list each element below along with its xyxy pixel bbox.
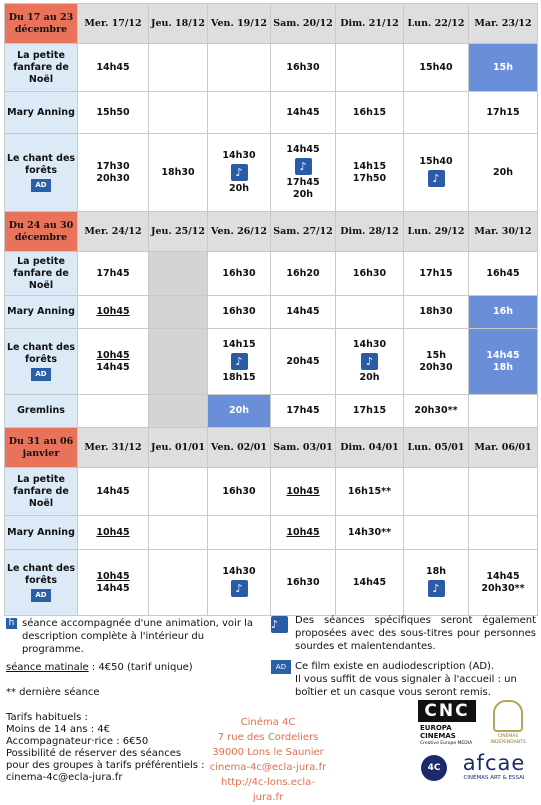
independants-line2: INDÉPENDANTS (490, 740, 526, 745)
showtime: 14h45 (286, 144, 320, 155)
afcae-logo (451, 752, 537, 782)
showtime-cell (78, 252, 149, 296)
showtime: 14h15 (222, 339, 256, 350)
showtime: 17h30 (96, 160, 130, 172)
showtime-cell (404, 296, 469, 329)
showtime-cell (271, 44, 336, 92)
showtime: 16h30 (286, 576, 320, 588)
showtime-cell (149, 395, 208, 428)
showtime: 16h45 (486, 267, 520, 279)
showtime-cell (404, 516, 469, 550)
afcae-sub: CINÉMAS ART & ESSAI (463, 775, 525, 781)
hearing-impaired-icon: ♪ (231, 580, 248, 597)
showtime-cell (404, 468, 469, 516)
film-title-text: Le chant des forêts (6, 342, 76, 365)
day-header: Mar. 30/12 (469, 212, 538, 252)
showtime-cell (208, 252, 271, 296)
film-title-text: La petite fanfare de Noël (13, 473, 69, 509)
showtime-cell (336, 550, 404, 616)
tarif-line: Moins de 14 ans : 4€ (6, 724, 110, 735)
audio-description-icon: AD (271, 660, 291, 674)
showtime-cell (469, 134, 538, 212)
day-header: Dim. 21/12 (336, 4, 404, 44)
day-header: Lun. 22/12 (404, 4, 469, 44)
film-title (5, 516, 78, 550)
day-header: Mer. 17/12 (78, 4, 149, 44)
film-title (5, 252, 78, 296)
audio-description-icon: AD (31, 179, 51, 192)
showtime-cell (336, 468, 404, 516)
showtime: 16h15** (347, 485, 392, 497)
day-header: Ven. 02/01 (208, 428, 271, 468)
matinale-label: séance matinale (6, 662, 89, 673)
animation-icon: h (6, 618, 17, 629)
film-title-text: Gremlins (17, 405, 65, 416)
showtime: 20h45 (286, 355, 320, 367)
showtime: 20h (359, 372, 380, 383)
showtime: 20h (229, 183, 249, 194)
europa-cinemas-logo (420, 724, 482, 748)
day-header: Jeu. 01/01 (149, 428, 208, 468)
hearing-impaired-icon: ♪ (231, 164, 248, 181)
audio-description-icon: AD (31, 589, 51, 602)
showtime: 20h30 (96, 172, 130, 184)
showtime: 20h (293, 189, 313, 200)
matinale-text: : 4€50 (tarif unique) (88, 662, 193, 673)
film-title-text: Mary Anning (7, 526, 75, 538)
day-header: Jeu. 18/12 (149, 4, 208, 44)
showtime: 17h15 (352, 405, 387, 416)
showtime: 17h45 (286, 405, 320, 416)
showtime: 17h15 (419, 267, 453, 279)
showtime-cell (336, 329, 404, 395)
showtime-cell (208, 468, 271, 516)
showtime: 20h (493, 166, 513, 178)
tarif-line: Accompagnateur·rice : 6€50 (6, 736, 149, 747)
showtime: 16h30 (222, 306, 256, 317)
showtime: 10h45 (286, 485, 320, 497)
showtime: 18h (493, 361, 513, 373)
showtime-cell (149, 296, 208, 329)
showtime: 14h45 (486, 349, 520, 361)
day-header: Mer. 31/12 (78, 428, 149, 468)
europa-line3: Creative Europe MEDIA (420, 741, 473, 746)
film-title (5, 134, 78, 212)
day-header: Lun. 05/01 (404, 428, 469, 468)
day-header: Dim. 28/12 (336, 212, 404, 252)
legend-matinale (6, 661, 193, 674)
showtime-cell (469, 296, 538, 329)
showtime-cell (469, 252, 538, 296)
showtime-cell (469, 516, 538, 550)
showtime-cell (336, 92, 404, 134)
contact-line: 7 rue des Cordeliers (217, 732, 319, 743)
contact-line: 39000 Lons le Saunier (212, 747, 324, 758)
showtime-cell (404, 395, 469, 428)
showtime-cell (271, 468, 336, 516)
showtime-cell (78, 550, 149, 616)
film-title (5, 44, 78, 92)
showtime: 14h45 (486, 570, 520, 582)
showtime-cell (149, 468, 208, 516)
showtime-cell (78, 468, 149, 516)
showtime: 14h30 (222, 566, 256, 577)
showtime: 10h45 (96, 526, 130, 538)
ad-line2: Il vous suffit de vous signaler à l'accueil : un boîtier et un casque vous seront remis. (295, 674, 517, 698)
showtime: 17h50 (352, 172, 387, 184)
showtime: 18h15 (222, 372, 256, 383)
showtime-cell (404, 92, 469, 134)
showtime-cell (271, 134, 336, 212)
legend-animation (6, 617, 268, 656)
showtime-cell (336, 44, 404, 92)
europa-line1: EUROPA (420, 724, 452, 732)
showtime-cell (78, 329, 149, 395)
film-title-text: La petite fanfare de Noël (13, 49, 69, 85)
showtime: 14h45 (96, 61, 130, 73)
showtime-cell (404, 252, 469, 296)
showtime-cell (78, 44, 149, 92)
day-header: Sam. 20/12 (271, 4, 336, 44)
tarif-line: cinema-4c@ecla-jura.fr (6, 772, 123, 783)
showtime-cell (271, 329, 336, 395)
showtime: 16h30 (286, 61, 320, 73)
showtime-cell (78, 92, 149, 134)
legend-subtitles (271, 614, 536, 653)
showtime: 14h30** (347, 526, 392, 538)
showtime-cell (336, 252, 404, 296)
showtime: 15h40 (419, 156, 453, 167)
showtime-cell (271, 516, 336, 550)
day-header: Mer. 24/12 (78, 212, 149, 252)
showtime: 14h45 (286, 306, 320, 317)
legend-derniere: ** dernière séance (6, 687, 100, 698)
europa-line2: CINEMAS (420, 732, 456, 740)
showtime: 14h45 (286, 106, 320, 118)
showtime: 14h45 (96, 582, 130, 594)
showtime-cell (149, 92, 208, 134)
day-header: Ven. 19/12 (208, 4, 271, 44)
showtime-cell (404, 44, 469, 92)
subtitles-text: Des séances spécifiques seront également proposées avec des sous-titres pour personnes sourdes et malentendantes. (295, 615, 536, 652)
showtime-cell (208, 44, 271, 92)
film-title (5, 329, 78, 395)
day-header: Mar. 23/12 (469, 4, 538, 44)
showtime-cell (469, 550, 538, 616)
showtime: 18h (426, 566, 446, 577)
showtime-cell (78, 395, 149, 428)
showtime: 15h40 (419, 61, 453, 73)
day-header: Jeu. 25/12 (149, 212, 208, 252)
showtime-cell (404, 329, 469, 395)
showtime-cell (271, 296, 336, 329)
showtime: 15h (493, 61, 513, 73)
showtime: 20h30** (414, 405, 458, 416)
film-title-text: La petite fanfare de Noël (13, 255, 69, 291)
showtime-cell (208, 395, 271, 428)
day-header: Ven. 26/12 (208, 212, 271, 252)
cinemas-independants-logo (484, 700, 532, 750)
showtime-cell (149, 329, 208, 395)
cnc-logo: CNC (418, 700, 476, 722)
showtime-cell (149, 516, 208, 550)
showtime: 15h50 (96, 106, 130, 118)
contact-line: Cinéma 4C (240, 717, 296, 728)
film-title-text: Le chant des forêts (6, 153, 76, 176)
contact-line[interactable]: cinema-4c@ecla-jura.fr (209, 762, 327, 773)
hearing-impaired-icon: ♪ (231, 353, 248, 370)
showtime-cell (469, 329, 538, 395)
day-header: Lun. 29/12 (404, 212, 469, 252)
showtime: 17h45 (96, 267, 130, 279)
tarifs-block (6, 712, 226, 784)
showtime-cell (208, 516, 271, 550)
showtime: 16h15 (352, 106, 387, 118)
showtime: 14h45 (352, 576, 387, 588)
legend-ad (271, 660, 536, 699)
showtime-cell (78, 516, 149, 550)
tarif-line: pour des groupes à tarifs préférentiels : (6, 760, 205, 771)
showtime-cell (404, 134, 469, 212)
showtime: 18h30 (419, 306, 453, 317)
showtime: 14h15 (352, 160, 387, 172)
showtime: 16h30 (222, 485, 256, 497)
tarif-line: Tarifs habituels : (6, 712, 88, 723)
showtime-cell (336, 516, 404, 550)
hearing-impaired-icon: ♪ (428, 170, 445, 187)
showtime: 14h30 (352, 339, 387, 350)
showtime: 14h45 (96, 485, 130, 497)
showtime: 16h30 (222, 267, 256, 279)
showtime: 18h30 (161, 166, 195, 178)
showtime-cell (469, 468, 538, 516)
tarif-line: Possibilité de réserver des séances (6, 748, 182, 759)
showtime-cell (404, 550, 469, 616)
showtime-cell (149, 134, 208, 212)
audio-description-icon: AD (31, 368, 51, 381)
film-title-text: Mary Anning (7, 306, 75, 317)
hearing-impaired-icon: ♪ (295, 158, 312, 175)
showtime: 20h30 (419, 361, 453, 373)
showtime-cell (271, 550, 336, 616)
showtime-cell (271, 395, 336, 428)
showtime: 17h45 (286, 177, 320, 188)
showtime-cell (149, 252, 208, 296)
showtime: 10h45 (286, 526, 320, 538)
showtime: 16h (493, 306, 513, 317)
hearing-impaired-icon: ♪ (361, 353, 378, 370)
film-title (5, 468, 78, 516)
film-title (5, 395, 78, 428)
hearing-impaired-icon: ♪ (271, 616, 288, 633)
showtime: 17h15 (486, 106, 520, 118)
showtime-cell (149, 550, 208, 616)
film-title (5, 92, 78, 134)
film-title (5, 296, 78, 329)
showtime: 14h30 (222, 150, 256, 161)
showtime-cell (336, 395, 404, 428)
showtime: 10h45 (96, 306, 130, 317)
showtime-cell (469, 395, 538, 428)
showtime-cell (78, 134, 149, 212)
showtime-cell (208, 92, 271, 134)
showtime: 16h30 (352, 267, 387, 279)
day-header: Mar. 06/01 (469, 428, 538, 468)
showtime: 10h45 (96, 349, 130, 361)
showtime-cell (208, 329, 271, 395)
day-header: Sam. 27/12 (271, 212, 336, 252)
week-label: Du 31 au 06 janvier (5, 428, 78, 468)
showtime-cell (336, 134, 404, 212)
schedule-table (4, 3, 538, 616)
showtime-cell (336, 296, 404, 329)
hearing-impaired-icon: ♪ (428, 580, 445, 597)
film-title (5, 550, 78, 616)
showtime-cell (78, 296, 149, 329)
showtime-cell (271, 92, 336, 134)
showtime-cell (208, 296, 271, 329)
showtime: 10h45 (96, 570, 130, 582)
showtime-cell (469, 92, 538, 134)
showtime-cell (271, 252, 336, 296)
day-header: Sam. 03/01 (271, 428, 336, 468)
showtime-cell (469, 44, 538, 92)
showtime: 20h30** (481, 582, 525, 594)
showtime: 20h (229, 405, 249, 416)
showtime-cell (208, 134, 271, 212)
showtime: 14h45 (96, 361, 130, 373)
showtime-cell (149, 44, 208, 92)
contact-line[interactable]: http://4c-lons.ecla-jura.fr (221, 777, 315, 803)
legend-animation-text: séance accompagnée d'une animation, voir la description complète à l'intérieur du programme. (22, 618, 254, 655)
4c-logo: 4C (421, 755, 447, 781)
afcae-name: afcae (462, 751, 526, 775)
week-label: Du 24 au 30 décembre (5, 212, 78, 252)
ad-line1: Ce film existe en audiodescription (AD). (295, 661, 495, 672)
showtime: 16h20 (286, 267, 320, 279)
independants-line1: CINÉMAS (497, 734, 519, 739)
film-title-text: Mary Anning (7, 106, 75, 118)
film-title-text: Le chant des forêts (6, 563, 76, 586)
week-label: Du 17 au 23 décembre (5, 4, 78, 44)
showtime: 15h (426, 349, 446, 361)
day-header: Dim. 04/01 (336, 428, 404, 468)
showtime-cell (208, 550, 271, 616)
